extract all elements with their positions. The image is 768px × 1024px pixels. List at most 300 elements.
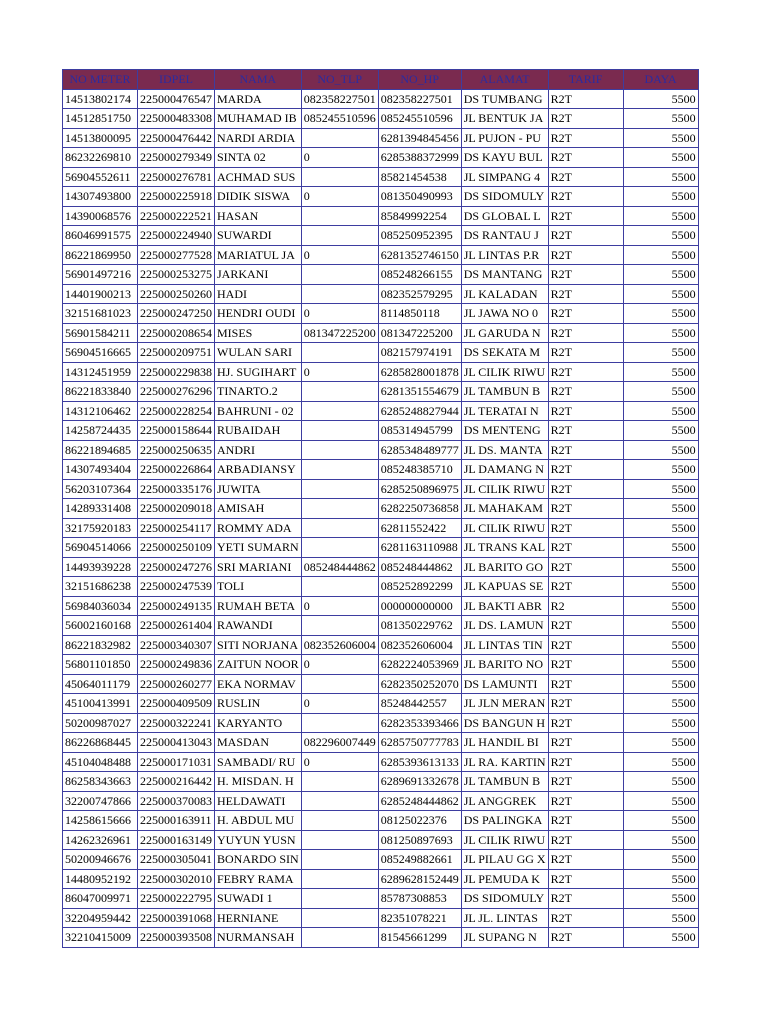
cell-idpel: 225000247539 bbox=[138, 577, 215, 597]
cell-tarif: R2T bbox=[548, 733, 623, 753]
cell-nama: SINTA 02 bbox=[215, 148, 302, 168]
table-row bbox=[63, 596, 699, 616]
cell-idpel: 225000413043 bbox=[138, 733, 215, 753]
cell-daya: 5500 bbox=[623, 538, 698, 558]
cell-no-meter: 86047009971 bbox=[63, 889, 138, 909]
cell-tarif: R2T bbox=[548, 206, 623, 226]
table-row bbox=[63, 323, 699, 343]
cell-nama: SUWARDI bbox=[215, 226, 302, 246]
cell-tarif: R2T bbox=[548, 713, 623, 733]
cell-tarif: R2T bbox=[548, 889, 623, 909]
table-row bbox=[63, 362, 699, 382]
table-row bbox=[63, 265, 699, 285]
cell-no-hp: 081350229762 bbox=[378, 616, 461, 636]
cell-nama: AMISAH bbox=[215, 499, 302, 519]
header-daya: DAYA bbox=[623, 70, 698, 90]
cell-nama: RAWANDI bbox=[215, 616, 302, 636]
cell-idpel: 225000322241 bbox=[138, 713, 215, 733]
cell-no-hp: 6282224053969 bbox=[378, 655, 461, 675]
cell-tarif: R2 bbox=[548, 596, 623, 616]
cell-no-meter: 50200946676 bbox=[63, 850, 138, 870]
cell-daya: 5500 bbox=[623, 577, 698, 597]
cell-idpel: 225000340307 bbox=[138, 635, 215, 655]
table-row bbox=[63, 928, 699, 948]
cell-no-meter: 14312451959 bbox=[63, 362, 138, 382]
cell-daya: 5500 bbox=[623, 109, 698, 129]
cell-no-meter: 32210415009 bbox=[63, 928, 138, 948]
cell-idpel: 225000253275 bbox=[138, 265, 215, 285]
table-row bbox=[63, 518, 699, 538]
cell-no-tlp bbox=[301, 128, 378, 148]
cell-daya: 5500 bbox=[623, 89, 698, 109]
cell-no-tlp: 0 bbox=[301, 362, 378, 382]
cell-alamat: DS KAYU BUL bbox=[461, 148, 548, 168]
cell-no-meter: 14480952192 bbox=[63, 869, 138, 889]
cell-idpel: 225000335176 bbox=[138, 479, 215, 499]
cell-tarif: R2T bbox=[548, 128, 623, 148]
cell-idpel: 225000209018 bbox=[138, 499, 215, 519]
table-row bbox=[63, 304, 699, 324]
table-row bbox=[63, 343, 699, 363]
cell-tarif: R2T bbox=[548, 421, 623, 441]
table-row bbox=[63, 460, 699, 480]
cell-no-tlp: 085245510596 bbox=[301, 109, 378, 129]
cell-idpel: 225000393508 bbox=[138, 928, 215, 948]
cell-nama: MUHAMAD IB bbox=[215, 109, 302, 129]
cell-alamat: JL JAWA NO 0 bbox=[461, 304, 548, 324]
cell-alamat: JL MAHAKAM bbox=[461, 499, 548, 519]
cell-no-tlp bbox=[301, 908, 378, 928]
cell-daya: 5500 bbox=[623, 206, 698, 226]
table-row bbox=[63, 655, 699, 675]
cell-alamat: JL HANDIL BI bbox=[461, 733, 548, 753]
cell-alamat: JL KALADAN bbox=[461, 284, 548, 304]
cell-alamat: JL JL. LINTAS bbox=[461, 908, 548, 928]
cell-daya: 5500 bbox=[623, 226, 698, 246]
cell-daya: 5500 bbox=[623, 811, 698, 831]
cell-no-tlp bbox=[301, 538, 378, 558]
cell-tarif: R2T bbox=[548, 343, 623, 363]
cell-no-hp: 85248442557 bbox=[378, 694, 461, 714]
cell-nama: H. ABDUL MU bbox=[215, 811, 302, 831]
cell-no-tlp bbox=[301, 869, 378, 889]
cell-no-tlp bbox=[301, 226, 378, 246]
cell-alamat: JL DS. MANTA bbox=[461, 440, 548, 460]
cell-no-hp: 085252892299 bbox=[378, 577, 461, 597]
cell-nama: ACHMAD SUS bbox=[215, 167, 302, 187]
cell-no-tlp bbox=[301, 460, 378, 480]
cell-alamat: JL PILAU GG X bbox=[461, 850, 548, 870]
header-alamat: ALAMAT bbox=[461, 70, 548, 90]
cell-tarif: R2T bbox=[548, 830, 623, 850]
cell-alamat: JL TRANS KAL bbox=[461, 538, 548, 558]
cell-nama: RUSLIN bbox=[215, 694, 302, 714]
cell-no-meter: 86046991575 bbox=[63, 226, 138, 246]
table-row bbox=[63, 694, 699, 714]
cell-no-hp: 08125022376 bbox=[378, 811, 461, 831]
cell-no-tlp bbox=[301, 479, 378, 499]
cell-nama: HELDAWATI bbox=[215, 791, 302, 811]
header-row bbox=[63, 70, 699, 90]
data-table bbox=[62, 69, 699, 948]
cell-no-tlp: 0 bbox=[301, 694, 378, 714]
cell-tarif: R2T bbox=[548, 245, 623, 265]
cell-idpel: 225000276296 bbox=[138, 382, 215, 402]
table-row bbox=[63, 850, 699, 870]
table-row bbox=[63, 148, 699, 168]
cell-daya: 5500 bbox=[623, 518, 698, 538]
cell-tarif: R2T bbox=[548, 908, 623, 928]
cell-idpel: 225000229838 bbox=[138, 362, 215, 382]
cell-alamat: JL KAPUAS SE bbox=[461, 577, 548, 597]
cell-idpel: 225000250635 bbox=[138, 440, 215, 460]
cell-tarif: R2T bbox=[548, 811, 623, 831]
cell-daya: 5500 bbox=[623, 245, 698, 265]
table-row bbox=[63, 869, 699, 889]
cell-no-meter: 56901584211 bbox=[63, 323, 138, 343]
cell-tarif: R2T bbox=[548, 401, 623, 421]
cell-daya: 5500 bbox=[623, 128, 698, 148]
cell-no-tlp bbox=[301, 889, 378, 909]
cell-daya: 5500 bbox=[623, 655, 698, 675]
cell-daya: 5500 bbox=[623, 928, 698, 948]
cell-nama: ARBADIANSY bbox=[215, 460, 302, 480]
cell-idpel: 225000409509 bbox=[138, 694, 215, 714]
table-row bbox=[63, 811, 699, 831]
table-row bbox=[63, 109, 699, 129]
cell-tarif: R2T bbox=[548, 89, 623, 109]
cell-no-hp: 6281351554679 bbox=[378, 382, 461, 402]
cell-no-meter: 86221833840 bbox=[63, 382, 138, 402]
cell-alamat: JL BAKTI ABR bbox=[461, 596, 548, 616]
cell-nama: WULAN SARI bbox=[215, 343, 302, 363]
cell-no-hp: 6285393613133 bbox=[378, 752, 461, 772]
table-row bbox=[63, 479, 699, 499]
cell-no-hp: 6285250896975 bbox=[378, 479, 461, 499]
cell-idpel: 225000222795 bbox=[138, 889, 215, 909]
cell-no-hp: 085248385710 bbox=[378, 460, 461, 480]
cell-daya: 5500 bbox=[623, 830, 698, 850]
cell-nama: YETI SUMARN bbox=[215, 538, 302, 558]
cell-no-meter: 56801101850 bbox=[63, 655, 138, 675]
table-row bbox=[63, 557, 699, 577]
cell-idpel: 225000224940 bbox=[138, 226, 215, 246]
cell-no-tlp bbox=[301, 206, 378, 226]
cell-no-hp: 082352606004 bbox=[378, 635, 461, 655]
cell-no-tlp bbox=[301, 616, 378, 636]
table-row bbox=[63, 616, 699, 636]
table-row bbox=[63, 674, 699, 694]
cell-no-tlp: 082352606004 bbox=[301, 635, 378, 655]
cell-no-hp: 85821454538 bbox=[378, 167, 461, 187]
table-row bbox=[63, 284, 699, 304]
cell-no-hp: 6285348489777 bbox=[378, 440, 461, 460]
cell-tarif: R2T bbox=[548, 226, 623, 246]
cell-tarif: R2T bbox=[548, 577, 623, 597]
cell-no-meter: 45104048488 bbox=[63, 752, 138, 772]
cell-no-hp: 081250897693 bbox=[378, 830, 461, 850]
cell-no-meter: 45100413991 bbox=[63, 694, 138, 714]
cell-idpel: 225000171031 bbox=[138, 752, 215, 772]
cell-tarif: R2T bbox=[548, 616, 623, 636]
table-row bbox=[63, 226, 699, 246]
table-row bbox=[63, 830, 699, 850]
cell-nama: MARIATUL JA bbox=[215, 245, 302, 265]
cell-tarif: R2T bbox=[548, 655, 623, 675]
cell-no-hp: 6285750777783 bbox=[378, 733, 461, 753]
cell-nama: SUWADI 1 bbox=[215, 889, 302, 909]
table-row bbox=[63, 167, 699, 187]
cell-idpel: 225000222521 bbox=[138, 206, 215, 226]
table-row bbox=[63, 772, 699, 792]
cell-alamat: JL RA. KARTIN bbox=[461, 752, 548, 772]
cell-no-tlp bbox=[301, 713, 378, 733]
cell-nama: ANDRI bbox=[215, 440, 302, 460]
cell-idpel: 225000225918 bbox=[138, 187, 215, 207]
cell-no-meter: 56002160168 bbox=[63, 616, 138, 636]
cell-alamat: DS SEKATA M bbox=[461, 343, 548, 363]
table-row bbox=[63, 499, 699, 519]
cell-alamat: DS LAMUNTI bbox=[461, 674, 548, 694]
cell-no-tlp: 082358227501 bbox=[301, 89, 378, 109]
cell-daya: 5500 bbox=[623, 323, 698, 343]
cell-nama: RUMAH BETA bbox=[215, 596, 302, 616]
cell-daya: 5500 bbox=[623, 284, 698, 304]
cell-nama: JARKANI bbox=[215, 265, 302, 285]
cell-no-meter: 56901497216 bbox=[63, 265, 138, 285]
cell-nama: HADI bbox=[215, 284, 302, 304]
cell-no-meter: 14512851750 bbox=[63, 109, 138, 129]
cell-no-meter: 14513802174 bbox=[63, 89, 138, 109]
cell-no-tlp bbox=[301, 518, 378, 538]
cell-no-hp: 082352579295 bbox=[378, 284, 461, 304]
cell-no-tlp bbox=[301, 499, 378, 519]
cell-no-tlp bbox=[301, 421, 378, 441]
cell-no-meter: 56203107364 bbox=[63, 479, 138, 499]
cell-idpel: 225000163149 bbox=[138, 830, 215, 850]
cell-idpel: 225000250260 bbox=[138, 284, 215, 304]
cell-no-hp: 085248266155 bbox=[378, 265, 461, 285]
cell-tarif: R2T bbox=[548, 460, 623, 480]
cell-nama: HERNIANE bbox=[215, 908, 302, 928]
cell-alamat: JL BARITO NO bbox=[461, 655, 548, 675]
cell-daya: 5500 bbox=[623, 557, 698, 577]
cell-alamat: JL DAMANG N bbox=[461, 460, 548, 480]
cell-no-tlp: 0 bbox=[301, 187, 378, 207]
cell-no-hp: 6285828001878 bbox=[378, 362, 461, 382]
cell-idpel: 225000250109 bbox=[138, 538, 215, 558]
cell-daya: 5500 bbox=[623, 908, 698, 928]
cell-no-hp: 6282350252070 bbox=[378, 674, 461, 694]
cell-alamat: DS BANGUN H bbox=[461, 713, 548, 733]
table-row bbox=[63, 889, 699, 909]
cell-idpel: 225000276781 bbox=[138, 167, 215, 187]
cell-no-meter: 14289331408 bbox=[63, 499, 138, 519]
cell-no-tlp bbox=[301, 284, 378, 304]
cell-no-tlp bbox=[301, 343, 378, 363]
header-idpel: IDPEL bbox=[138, 70, 215, 90]
cell-no-hp: 6285248827944 bbox=[378, 401, 461, 421]
cell-alamat: DS TUMBANG bbox=[461, 89, 548, 109]
header-nama: NAMA bbox=[215, 70, 302, 90]
cell-daya: 5500 bbox=[623, 694, 698, 714]
cell-nama: SAMBADI/ RU bbox=[215, 752, 302, 772]
cell-alamat: DS RANTAU J bbox=[461, 226, 548, 246]
cell-alamat: JL ANGGREK bbox=[461, 791, 548, 811]
cell-no-tlp bbox=[301, 791, 378, 811]
cell-daya: 5500 bbox=[623, 791, 698, 811]
header-no-tlp: NO_TLP bbox=[301, 70, 378, 90]
cell-daya: 5500 bbox=[623, 343, 698, 363]
table-row bbox=[63, 401, 699, 421]
cell-alamat: JL GARUDA N bbox=[461, 323, 548, 343]
cell-daya: 5500 bbox=[623, 265, 698, 285]
cell-tarif: R2T bbox=[548, 362, 623, 382]
cell-idpel: 225000476442 bbox=[138, 128, 215, 148]
cell-no-meter: 14262326961 bbox=[63, 830, 138, 850]
cell-tarif: R2T bbox=[548, 265, 623, 285]
cell-no-hp: 085250952395 bbox=[378, 226, 461, 246]
cell-no-tlp bbox=[301, 577, 378, 597]
cell-nama: MISES bbox=[215, 323, 302, 343]
cell-no-hp: 85849992254 bbox=[378, 206, 461, 226]
cell-daya: 5500 bbox=[623, 733, 698, 753]
cell-no-meter: 86232269810 bbox=[63, 148, 138, 168]
cell-daya: 5500 bbox=[623, 479, 698, 499]
cell-nama: SRI MARIANI bbox=[215, 557, 302, 577]
cell-no-meter: 56904516665 bbox=[63, 343, 138, 363]
cell-alamat: JL BENTUK JA bbox=[461, 109, 548, 129]
cell-no-tlp: 0 bbox=[301, 655, 378, 675]
cell-no-meter: 32151686238 bbox=[63, 577, 138, 597]
cell-idpel: 225000483308 bbox=[138, 109, 215, 129]
cell-tarif: R2T bbox=[548, 518, 623, 538]
cell-no-tlp: 081347225200 bbox=[301, 323, 378, 343]
cell-no-hp: 085249882661 bbox=[378, 850, 461, 870]
cell-tarif: R2T bbox=[548, 284, 623, 304]
cell-alamat: DS SIDOMULY bbox=[461, 889, 548, 909]
cell-tarif: R2T bbox=[548, 557, 623, 577]
cell-idpel: 225000277528 bbox=[138, 245, 215, 265]
cell-tarif: R2T bbox=[548, 440, 623, 460]
cell-no-meter: 14258615666 bbox=[63, 811, 138, 831]
cell-daya: 5500 bbox=[623, 616, 698, 636]
cell-daya: 5500 bbox=[623, 187, 698, 207]
cell-idpel: 225000209751 bbox=[138, 343, 215, 363]
cell-no-hp: 085314945799 bbox=[378, 421, 461, 441]
cell-daya: 5500 bbox=[623, 772, 698, 792]
cell-no-meter: 32200747866 bbox=[63, 791, 138, 811]
cell-tarif: R2T bbox=[548, 772, 623, 792]
cell-alamat: JL TERATAI N bbox=[461, 401, 548, 421]
cell-tarif: R2T bbox=[548, 850, 623, 870]
cell-tarif: R2T bbox=[548, 187, 623, 207]
cell-no-tlp: 082296007449 bbox=[301, 733, 378, 753]
cell-no-meter: 50200987027 bbox=[63, 713, 138, 733]
cell-idpel: 225000254117 bbox=[138, 518, 215, 538]
cell-tarif: R2T bbox=[548, 323, 623, 343]
cell-nama: BAHRUNI - 02 bbox=[215, 401, 302, 421]
cell-nama: SITI NORJANA bbox=[215, 635, 302, 655]
cell-tarif: R2T bbox=[548, 869, 623, 889]
cell-no-hp: 6289691332678 bbox=[378, 772, 461, 792]
cell-no-tlp bbox=[301, 674, 378, 694]
cell-nama: BONARDO SIN bbox=[215, 850, 302, 870]
cell-no-hp: 085245510596 bbox=[378, 109, 461, 129]
cell-no-tlp bbox=[301, 811, 378, 831]
cell-alamat: JL LINTAS TIN bbox=[461, 635, 548, 655]
cell-daya: 5500 bbox=[623, 869, 698, 889]
table-row bbox=[63, 733, 699, 753]
cell-no-tlp bbox=[301, 830, 378, 850]
cell-tarif: R2T bbox=[548, 109, 623, 129]
cell-no-hp: 082358227501 bbox=[378, 89, 461, 109]
cell-alamat: JL TAMBUN B bbox=[461, 772, 548, 792]
cell-no-hp: 6285248444862 bbox=[378, 791, 461, 811]
cell-no-meter: 32204959442 bbox=[63, 908, 138, 928]
cell-no-meter: 32151681023 bbox=[63, 304, 138, 324]
cell-no-hp: 085248444862 bbox=[378, 557, 461, 577]
cell-idpel: 225000249836 bbox=[138, 655, 215, 675]
cell-alamat: JL CILIK RIWU bbox=[461, 362, 548, 382]
cell-nama: HJ. SUGIHART bbox=[215, 362, 302, 382]
cell-no-hp: 6281163110988 bbox=[378, 538, 461, 558]
table-row bbox=[63, 635, 699, 655]
cell-nama: EKA NORMAV bbox=[215, 674, 302, 694]
cell-nama: MARDA bbox=[215, 89, 302, 109]
cell-idpel: 225000305041 bbox=[138, 850, 215, 870]
cell-no-hp: 6285388372999 bbox=[378, 148, 461, 168]
cell-nama: NARDI ARDIA bbox=[215, 128, 302, 148]
cell-no-meter: 86226868445 bbox=[63, 733, 138, 753]
table-row bbox=[63, 440, 699, 460]
cell-no-hp: 6281352746150 bbox=[378, 245, 461, 265]
table-row bbox=[63, 206, 699, 226]
cell-nama: DIDIK SISWA bbox=[215, 187, 302, 207]
cell-idpel: 225000260277 bbox=[138, 674, 215, 694]
cell-no-hp: 082157974191 bbox=[378, 343, 461, 363]
cell-no-tlp bbox=[301, 382, 378, 402]
table-row bbox=[63, 245, 699, 265]
cell-tarif: R2T bbox=[548, 304, 623, 324]
cell-tarif: R2T bbox=[548, 694, 623, 714]
cell-nama: ZAITUN NOOR bbox=[215, 655, 302, 675]
cell-no-hp: 6282250736858 bbox=[378, 499, 461, 519]
cell-idpel: 225000249135 bbox=[138, 596, 215, 616]
cell-daya: 5500 bbox=[623, 148, 698, 168]
cell-daya: 5500 bbox=[623, 440, 698, 460]
cell-alamat: JL PUJON - PU bbox=[461, 128, 548, 148]
cell-no-hp: 62811552422 bbox=[378, 518, 461, 538]
cell-no-hp: 6282353393466 bbox=[378, 713, 461, 733]
cell-no-hp: 081347225200 bbox=[378, 323, 461, 343]
table-row bbox=[63, 538, 699, 558]
cell-idpel: 225000228254 bbox=[138, 401, 215, 421]
cell-daya: 5500 bbox=[623, 382, 698, 402]
cell-alamat: JL SIMPANG 4 bbox=[461, 167, 548, 187]
cell-daya: 5500 bbox=[623, 635, 698, 655]
cell-no-meter: 56904514066 bbox=[63, 538, 138, 558]
cell-no-meter: 32175920183 bbox=[63, 518, 138, 538]
cell-no-meter: 86221869950 bbox=[63, 245, 138, 265]
cell-daya: 5500 bbox=[623, 362, 698, 382]
cell-no-meter: 86221832982 bbox=[63, 635, 138, 655]
cell-daya: 5500 bbox=[623, 401, 698, 421]
cell-idpel: 225000370083 bbox=[138, 791, 215, 811]
cell-no-hp: 081350490993 bbox=[378, 187, 461, 207]
cell-no-meter: 14258724435 bbox=[63, 421, 138, 441]
cell-no-tlp bbox=[301, 265, 378, 285]
